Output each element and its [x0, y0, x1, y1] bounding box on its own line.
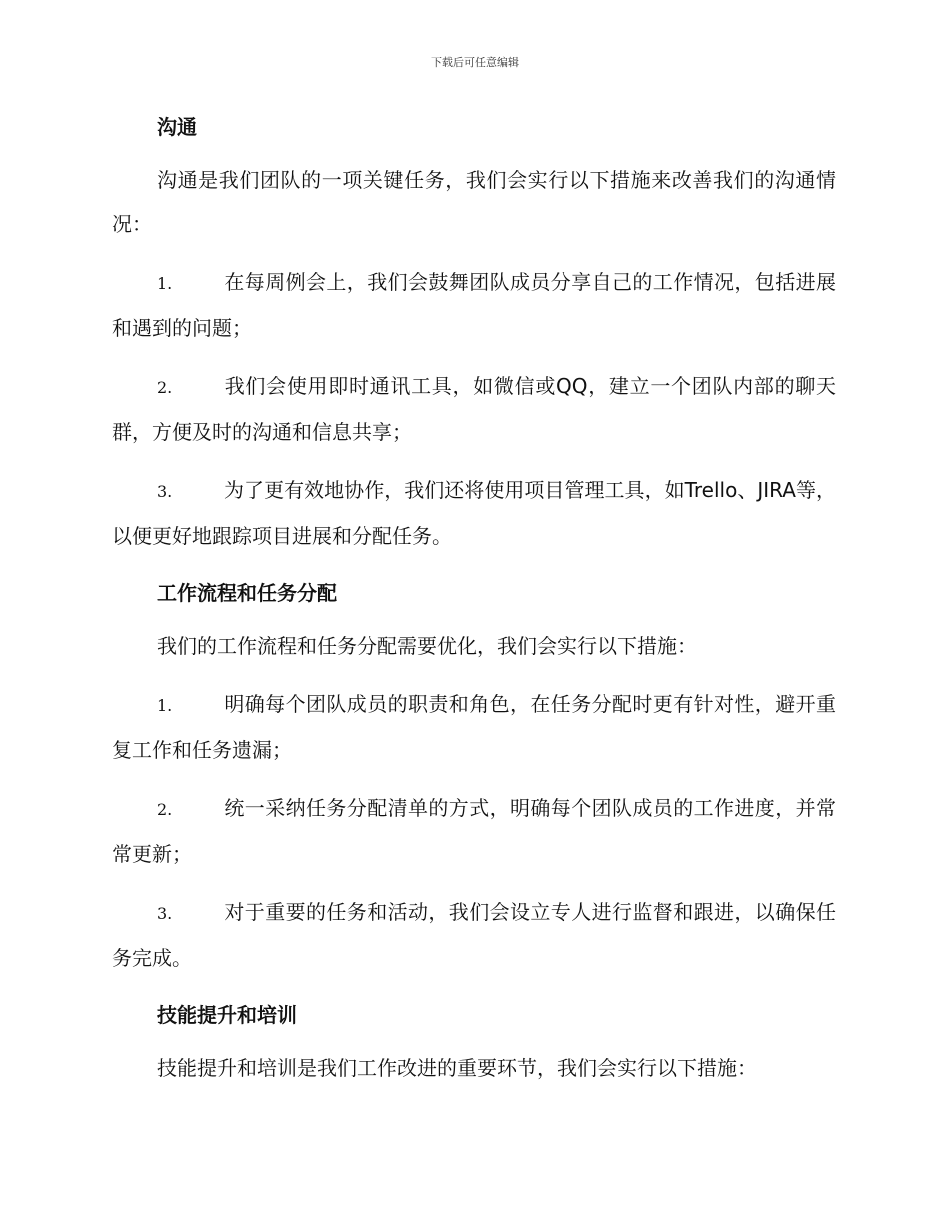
section-intro-communication: 沟通是我们团队的一项关键任务，我们会实行以下措施来改善我们的沟通情况： — [112, 168, 836, 236]
list-number: 1. — [157, 274, 173, 293]
section-heading-communication: 沟通 — [157, 115, 197, 139]
list-item — [112, 260, 836, 350]
document-body — [112, 110, 836, 1090]
list-item — [112, 890, 836, 980]
section-heading-workflow: 工作流程和任务分配 — [157, 581, 337, 605]
list-item — [112, 682, 836, 772]
header-note: 下载后可任意编辑 — [431, 56, 519, 69]
section-intro-workflow: 我们的工作流程和任务分配需要优化，我们会实行以下措施： — [157, 634, 697, 658]
list-text: 明确每个团队成员的职责和角色，在任务分配时更有针对性，避开重复工作和任务遗漏； — [112, 692, 836, 762]
list-number: 2. — [157, 378, 173, 397]
list-number: 3. — [157, 904, 173, 923]
list-number: 3. — [157, 482, 173, 501]
list-number: 1. — [157, 696, 173, 715]
list-text: 对于重要的任务和活动，我们会设立专人进行监督和跟进，以确保任务完成。 — [112, 900, 836, 970]
section-heading-training: 技能提升和培训 — [157, 1003, 297, 1027]
list-item — [112, 786, 836, 876]
list-number: 2. — [157, 800, 173, 819]
list-item — [112, 468, 836, 558]
list-text: 我们会使用即时通讯工具，如微信或QQ，建立一个团队内部的聊天群，方便及时的沟通和信息共享； — [112, 374, 836, 444]
section-intro-training: 技能提升和培训是我们工作改进的重要环节，我们会实行以下措施： — [157, 1056, 757, 1080]
list-text: 统一采纳任务分配清单的方式，明确每个团队成员的工作进度，并常常更新； — [112, 796, 836, 866]
list-text: 为了更有效地协作，我们还将使用项目管理工具，如Trello、JIRA等，以便更好地跟踪项目进展和分配任务。 — [112, 478, 836, 548]
list-item — [112, 364, 836, 454]
list-text: 在每周例会上，我们会鼓舞团队成员分享自己的工作情况，包括进展和遇到的问题； — [112, 270, 836, 340]
